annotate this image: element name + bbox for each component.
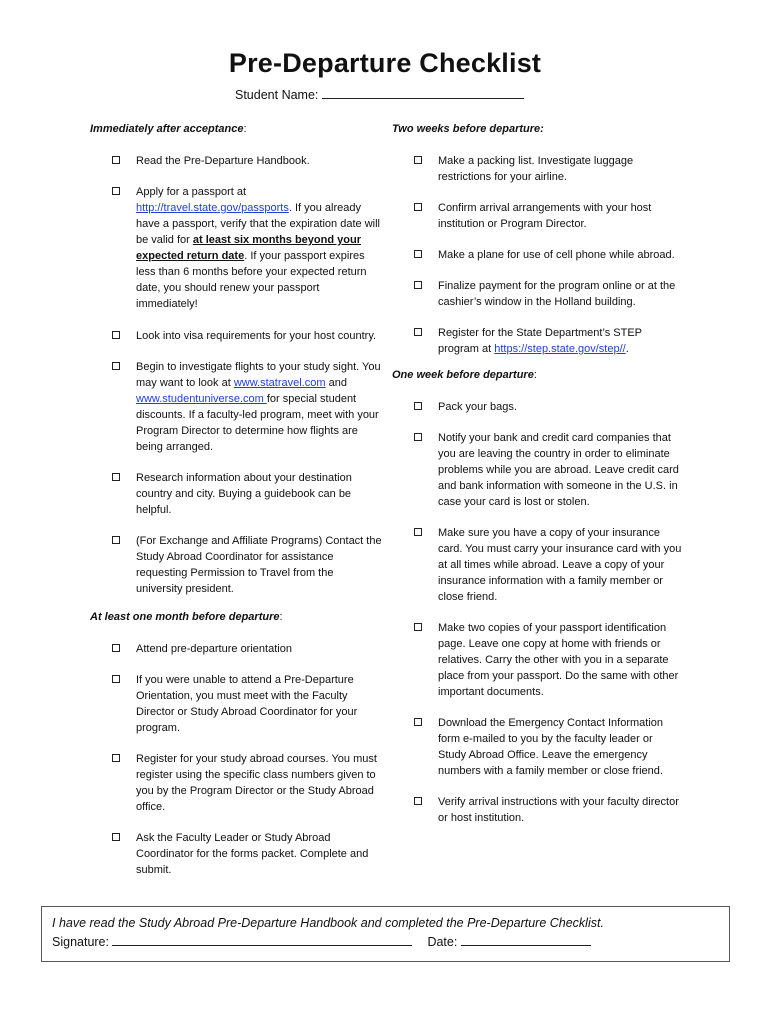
- checklist-item: [392, 278, 682, 310]
- item-text: Pack your bags.: [438, 401, 517, 413]
- item-text: Apply for a passport at http://travel.state.gov/passports. If you already have a passport, verify that the expiration date will be valid for at least six months beyond your expected return date. If your passport expires less than 6 months before your expected return date, you should renew your passport immediately!: [136, 186, 380, 310]
- checklist-item: [90, 751, 382, 815]
- checkbox[interactable]: [414, 156, 422, 164]
- checkbox[interactable]: [112, 644, 120, 652]
- item-text: If you were unable to attend a Pre-Departure Orientation, you must meet with the Faculty Director or Study Abroad Coordinator for your program.: [136, 674, 358, 734]
- checkbox[interactable]: [112, 331, 120, 339]
- checkbox[interactable]: [112, 833, 120, 841]
- left-column: [90, 121, 382, 893]
- item-text: Confirm arrival arrangements with your host institution or Program Director.: [438, 202, 652, 230]
- checkbox[interactable]: [414, 203, 422, 211]
- checklist-item: [392, 794, 682, 826]
- item-text: Register for your study abroad courses. You must register using the specific class numbers given to you by the Program Director or the Study Abroad office.: [136, 753, 377, 813]
- section-heading-two-weeks: Two weeks before departure:: [392, 123, 544, 135]
- item-text: Read the Pre-Departure Handbook.: [136, 155, 310, 167]
- checkbox[interactable]: [112, 187, 120, 195]
- student-name-row: [235, 86, 524, 102]
- checkbox[interactable]: [414, 718, 422, 726]
- checkbox[interactable]: [112, 156, 120, 164]
- statravel-link[interactable]: www.statravel.com: [233, 377, 326, 389]
- item-text: Verify arrival instructions with your faculty director or host institution.: [438, 796, 679, 824]
- checkbox[interactable]: [414, 328, 422, 336]
- checklist-item: [392, 200, 682, 232]
- step-link[interactable]: https://step.state.gov/step//: [494, 343, 626, 355]
- checklist-item: [392, 620, 682, 700]
- item-text: Make a plane for use of cell phone while abroad.: [438, 249, 675, 261]
- date-field[interactable]: [461, 933, 591, 946]
- item-text: Register for the State Department’s STEP program at https://step.state.gov/step//.: [438, 327, 642, 355]
- signature-field[interactable]: [112, 933, 412, 946]
- studentuniverse-link[interactable]: www.studentuniverse.com: [136, 393, 267, 405]
- checkbox[interactable]: [112, 675, 120, 683]
- checklist-item: [90, 470, 382, 518]
- checkbox[interactable]: [112, 536, 120, 544]
- item-text: Notify your bank and credit card companies that you are leaving the country in order to eliminate problems while you are abroad. Leave credit card and bank information with someone in the U.S. in case your card is lost or stolen.: [438, 432, 679, 508]
- checkbox[interactable]: [414, 623, 422, 631]
- checkbox[interactable]: [112, 362, 120, 370]
- checkbox[interactable]: [414, 402, 422, 410]
- item-text: Begin to investigate flights to your study sight. You may want to look at www.statravel.com and www.studentuniverse.com for special student discounts. If a faculty-led program, meet with your Program Director to determine how flights are being arranged.: [136, 361, 381, 453]
- item-text: Research information about your destination country and city. Buying a guidebook can be helpful.: [136, 472, 352, 516]
- checklist-item: [392, 715, 682, 779]
- date-label: Date:: [427, 935, 458, 949]
- acknowledgement-statement: I have read the Study Abroad Pre-Departure Handbook and completed the Pre-Departure Checklist.: [52, 916, 604, 930]
- checklist-item: [392, 153, 682, 185]
- right-column: [392, 121, 682, 841]
- checkbox[interactable]: [112, 754, 120, 762]
- checkbox[interactable]: [414, 797, 422, 805]
- checklist-item: [90, 533, 382, 597]
- checklist-item: [90, 672, 382, 736]
- checkbox[interactable]: [414, 433, 422, 441]
- checkbox[interactable]: [414, 281, 422, 289]
- checklist-item: [392, 525, 682, 605]
- student-name-label: Student Name:: [235, 88, 319, 102]
- section-heading-immediately: Immediately after acceptance:: [90, 123, 247, 135]
- item-text: Attend pre-departure orientation: [136, 643, 292, 655]
- checklist-item: [392, 430, 682, 510]
- checklist-item: [392, 247, 682, 263]
- student-name-field[interactable]: [322, 86, 524, 99]
- item-text: Finalize payment for the program online or at the cashier’s window in the Holland building.: [438, 280, 676, 308]
- section-heading-one-week: One week before departure:: [392, 369, 537, 381]
- checkbox[interactable]: [414, 250, 422, 258]
- checklist-item: [90, 328, 382, 344]
- passport-link[interactable]: http://travel.state.gov/passports: [136, 202, 289, 214]
- page-title: Pre-Departure Checklist: [228, 48, 542, 78]
- checkbox[interactable]: [112, 473, 120, 481]
- checklist-item: [392, 399, 682, 415]
- item-text: Ask the Faculty Leader or Study Abroad Coordinator for the forms packet. Complete and submit.: [136, 832, 369, 876]
- checklist-item: [90, 830, 382, 878]
- item-text: (For Exchange and Affiliate Programs) Contact the Study Abroad Coordinator for assistance requesting Permission to Travel from the university president.: [136, 535, 382, 595]
- signature-label: Signature:: [52, 935, 109, 949]
- checklist-item: [90, 359, 382, 455]
- checklist-item: [90, 641, 382, 657]
- checklist-item: [90, 153, 382, 169]
- checklist-item: [90, 184, 382, 312]
- item-text: Make sure you have a copy of your insurance card. You must carry your insurance card with you at all times while abroad. Leave a copy of your insurance information with a family member or close friend.: [438, 527, 682, 603]
- item-text: Make two copies of your passport identification page. Leave one copy at home with friends or relatives. Carry the other with you in a separate place from your passport. Do the same with other important documents.: [438, 622, 679, 698]
- checklist-item: [392, 325, 682, 357]
- item-text: Make a packing list. Investigate luggage restrictions for your airline.: [438, 155, 634, 183]
- item-text: Download the Emergency Contact Information form e-mailed to you by the faculty leader or Study Abroad Office. Leave the emergency numbers with a family member or close friend.: [438, 717, 664, 777]
- signature-row: [52, 933, 719, 952]
- signature-box: [41, 906, 730, 962]
- checkbox[interactable]: [414, 528, 422, 536]
- section-heading-one-month: At least one month before departure:: [90, 611, 283, 623]
- item-text: Look into visa requirements for your host country.: [136, 330, 377, 342]
